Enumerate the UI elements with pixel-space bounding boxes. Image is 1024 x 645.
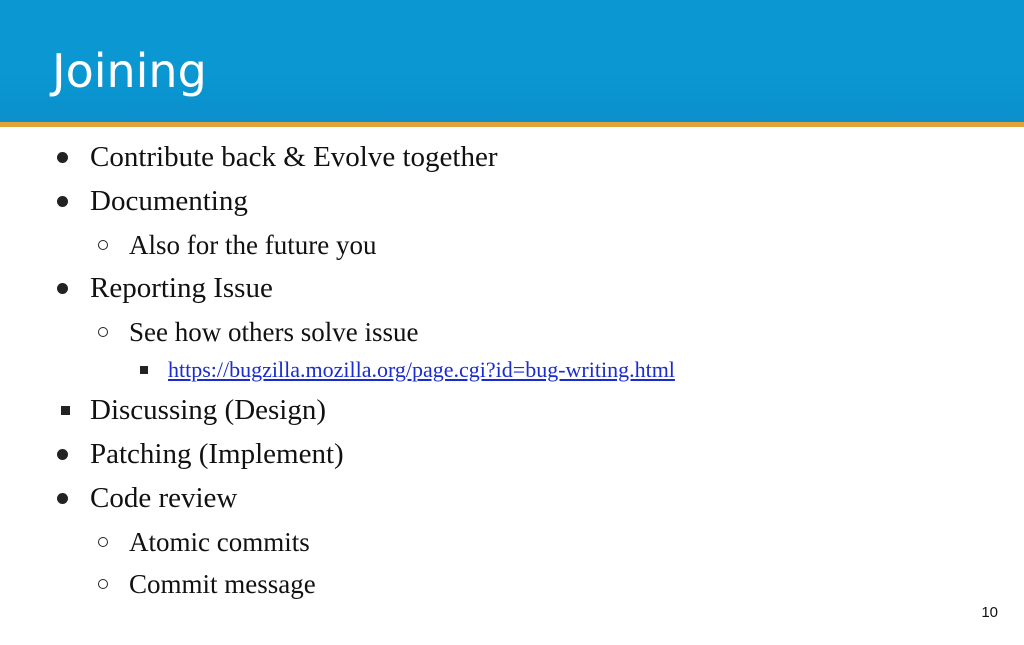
title-underline xyxy=(0,122,1024,127)
title-bar xyxy=(0,0,1024,124)
bullet-text: Contribute back & Evolve together xyxy=(90,140,498,173)
bugzilla-link[interactable]: https://bugzilla.mozilla.org/page.cgi?id=bug-writing.html xyxy=(168,357,675,382)
bullet-text: Discussing (Design) xyxy=(90,393,327,426)
page-number: 10 xyxy=(981,604,998,621)
square-bullet-icon xyxy=(134,350,154,390)
filled-circle-bullet-icon xyxy=(52,434,72,474)
square-bullet-icon xyxy=(55,390,75,430)
sub-bullet-text: Also for the future you xyxy=(129,229,377,260)
bullet-text: Documenting xyxy=(90,184,248,217)
filled-circle-bullet-icon xyxy=(52,137,72,177)
sub-bullet-text: Atomic commits xyxy=(129,526,310,557)
bullet-text: Patching (Implement) xyxy=(90,437,344,470)
filled-circle-bullet-icon xyxy=(52,268,72,308)
hollow-circle-bullet-icon xyxy=(93,225,113,265)
sub-bullet-text: Commit message xyxy=(129,568,316,599)
filled-circle-bullet-icon xyxy=(52,181,72,221)
filled-circle-bullet-icon xyxy=(52,478,72,518)
bullet-text: Code review xyxy=(90,481,238,514)
hollow-circle-bullet-icon xyxy=(93,564,113,604)
bullet-text: Reporting Issue xyxy=(90,271,273,304)
hollow-circle-bullet-icon xyxy=(93,312,113,352)
hollow-circle-bullet-icon xyxy=(93,522,113,562)
sub-bullet-text: See how others solve issue xyxy=(129,316,419,347)
slide-title: Joining xyxy=(52,44,207,98)
